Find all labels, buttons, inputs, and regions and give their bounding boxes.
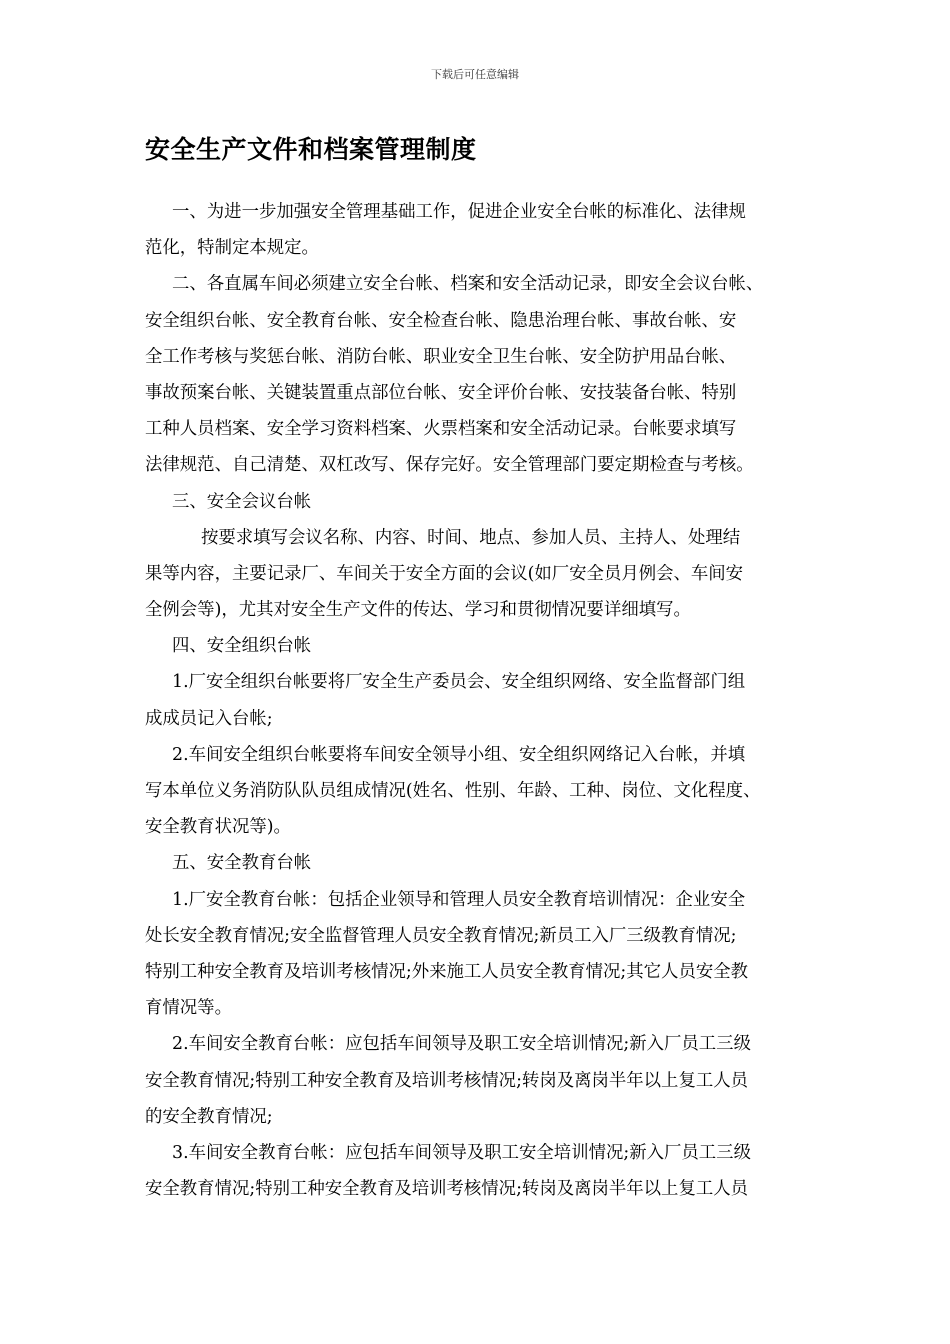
page-title: 安全生产文件和档案管理制度 [145,135,477,164]
text-line: 四、安全组织台帐 [172,636,312,657]
text-line: 育情况等。 [145,998,232,1019]
text-line: 果等内容，主要记录厂、车间关于安全方面的会议(如厂安全员月例会、车间安 [145,563,744,584]
text-line: 全例会等)，尤其对安全生产文件的传达、学习和贯彻情况要详细填写。 [145,600,691,621]
text-line: 工种人员档案、安全学习资料档案、火票档案和安全活动记录。台帐要求填写 [145,419,737,440]
text-line: 安全教育情况;特别工种安全教育及培训考核情况;转岗及离岗半年以上复工人员 [145,1070,749,1091]
text-line: 二、各直属车间必须建立安全台帐、档案和安全活动记录，即安全会议台帐、 [172,274,764,295]
text-line: 一、为进一步加强安全管理基础工作，促进企业安全台帐的标准化、法律规 [172,202,746,222]
text-line: 五、安全教育台帐 [172,853,312,874]
text-line: 处长安全教育情况;安全监督管理人员安全教育情况;新员工入厂三级教育情况; [145,925,737,946]
text-line: 特别工种安全教育及培训考核情况;外来施工人员安全教育情况;其它人员安全教 [145,961,749,982]
text-line: 安全教育情况;特别工种安全教育及培训考核情况;转岗及离岗半年以上复工人员 [145,1179,749,1200]
text-line: 范化，特制定本规定。 [145,238,319,259]
text-line: 的安全教育情况; [145,1106,273,1127]
text-line: 全工作考核与奖惩台帐、消防台帐、职业安全卫生台帐、安全防护用品台帐、 [145,346,737,367]
text-line: 按要求填写会议名称、内容、时间、地点、参加人员、主持人、处理结 [201,527,741,548]
text-line: 法律规范、自己清楚、双杠改写、保存完好。安全管理部门要定期检查与考核。 [145,455,754,476]
text-line: 成成员记入台帐; [145,708,273,729]
text-line: 安全教育状况等)。 [145,817,291,838]
text-line: 1.厂安全组织台帐要将厂安全生产委员会、安全组织网络、安全监督部门组 [172,672,746,693]
text-line: 1.厂安全教育台帐：包括企业领导和管理人员安全教育培训情况：企业安全 [172,889,746,910]
document-body [145,194,825,1207]
text-line: 2.车间安全组织台帐要将车间安全领导小组、安全组织网络记入台帐，并填 [172,744,746,765]
text-line: 三、安全会议台帐 [172,491,312,512]
text-line: 2.车间安全教育台帐：应包括车间领导及职工安全培训情况;新入厂员工三级 [172,1034,751,1055]
text-line: 事故预案台帐、关键装置重点部位台帐、安全评价台帐、安技装备台帐、特别 [145,382,737,403]
text-line: 写本单位义务消防队队员组成情况(姓名、性别、年龄、工种、岗位、文化程度、 [145,781,761,801]
header-note: 下载后可任意编辑 [431,68,519,81]
text-line: 3.车间安全教育台帐：应包括车间领导及职工安全培训情况;新入厂员工三级 [172,1142,751,1163]
text-line: 安全组织台帐、安全教育台帐、安全检查台帐、隐患治理台帐、事故台帐、安 [145,310,737,331]
